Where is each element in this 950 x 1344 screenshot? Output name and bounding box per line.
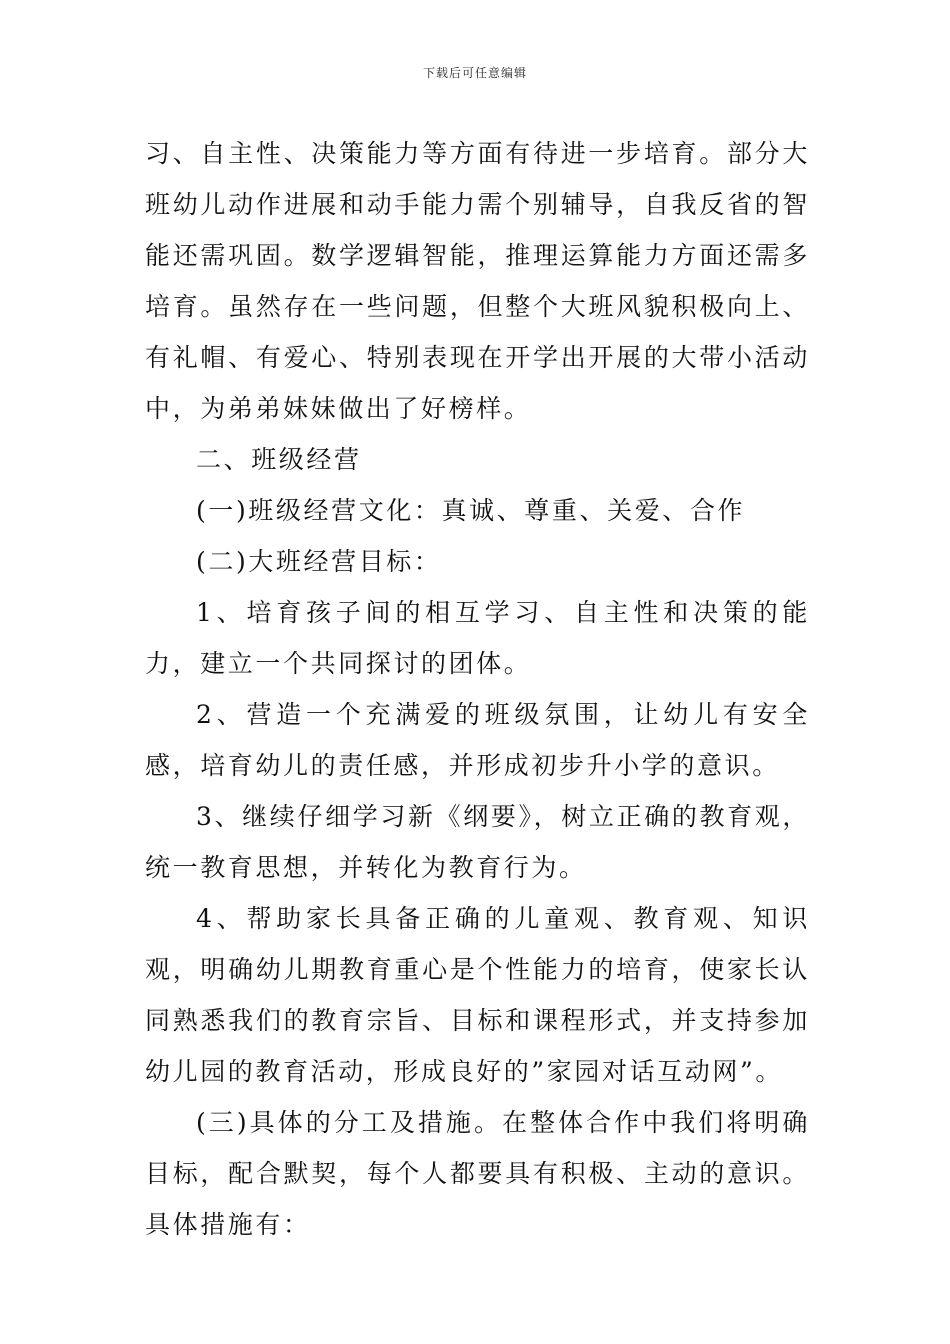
page-header: 下载后可任意编辑 <box>422 66 527 80</box>
subheading-division-and-measures: (三)具体的分工及措施。在整体合作中我们将明确目标，配合默契，每个人都要具有积极、主动的意识。具体措施有： <box>145 1108 810 1239</box>
document-body <box>145 128 810 1250</box>
goal-item-2: 2、营造一个充满爱的班级氛围，让幼儿有安全感，培育幼儿的责任感，并形成初步升小学的意识。 <box>145 700 810 780</box>
section-heading-class-management: 二、班级经营 <box>196 445 362 474</box>
goal-item-4: 4、帮助家长具备正确的儿童观、教育观、知识观，明确幼儿期教育重心是个性能力的培育，使家长认同熟悉我们的教育宗旨、目标和课程形式，并支持参加幼儿园的教育活动，形成良好的”家园对话互动网”。 <box>145 904 810 1086</box>
paragraph-continuation: 习、自主性、决策能力等方面有待进一步培育。部分大班幼儿动作进展和动手能力需个别辅导，自我反省的智能还需巩固。数学逻辑智能，推理运算能力方面还需多培育。虽然存在一些问题，但整个大班风貌积极向上、有礼帽、有爱心、特别表现在开学出开展的大带小活动中，为弟弟妹妹做出了好榜样。 <box>145 139 810 423</box>
subheading-class-goals: (二)大班经营目标： <box>196 547 442 576</box>
goal-item-1: 1、培育孩子间的相互学习、自主性和决策的能力，建立一个共同探讨的团体。 <box>145 598 810 678</box>
subheading-class-culture: (一)班级经营文化：真诚、尊重、关爱、合作 <box>196 496 746 525</box>
goal-item-3: 3、继续仔细学习新《纲要》，树立正确的教育观，统一教育思想，并转化为教育行为。 <box>145 802 810 882</box>
